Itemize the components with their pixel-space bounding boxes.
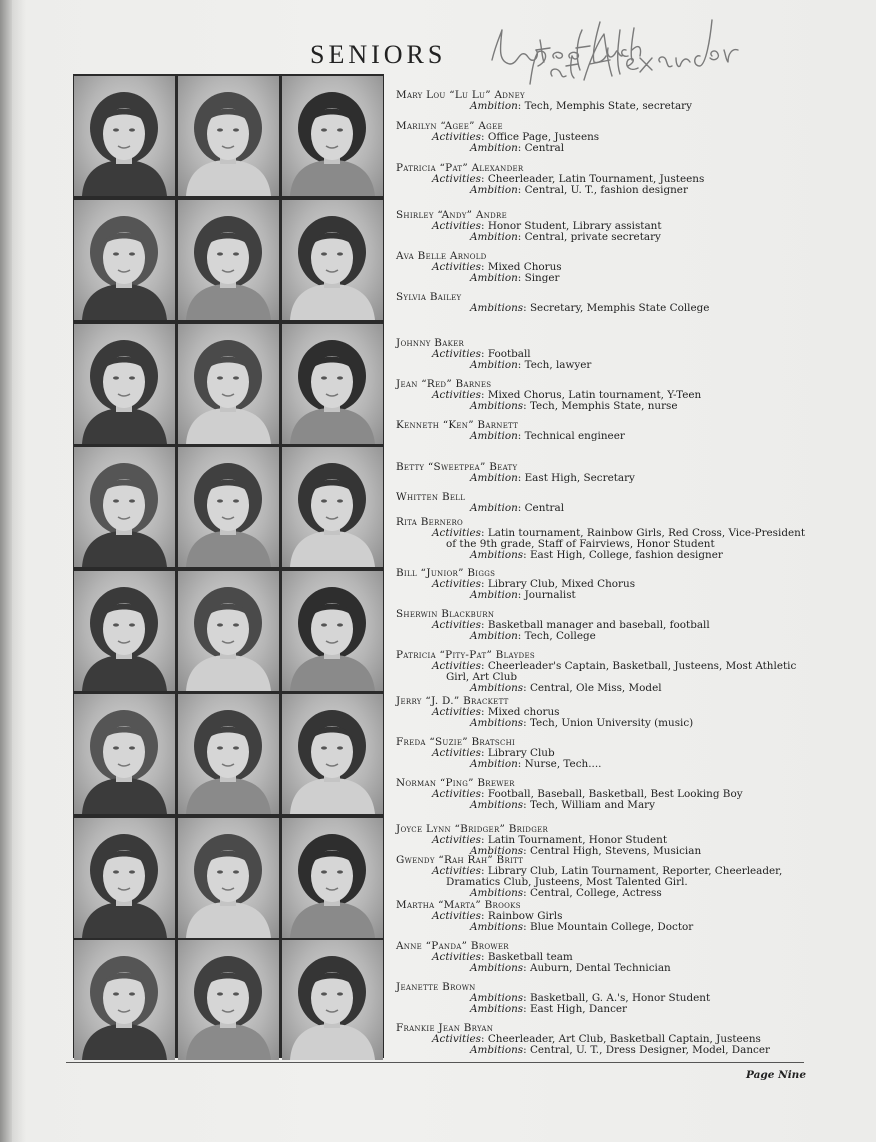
- senior-detail-line: [396, 590, 816, 601]
- student-portrait: [74, 818, 175, 938]
- detail-text: Tech, lawyer: [524, 359, 592, 371]
- portrait-silhouette: [282, 571, 383, 691]
- label-colon: :: [481, 131, 488, 143]
- senior-detail-line: [396, 143, 816, 154]
- label-colon: :: [481, 1033, 488, 1045]
- label-colon: :: [517, 142, 525, 154]
- senior-name: Sylvia Bailey: [396, 291, 462, 303]
- senior-name: Shirley “Andy” Andre: [396, 209, 508, 221]
- label-colon: :: [517, 589, 525, 601]
- label-colon: :: [481, 788, 488, 800]
- detail-text: Cheerleader, Latin Tournament, Justeens: [487, 173, 705, 185]
- label-colon: :: [481, 834, 488, 846]
- label-colon: :: [517, 359, 525, 371]
- student-portrait: [74, 200, 175, 320]
- label-colon: :: [523, 887, 530, 899]
- senior-entry: [396, 900, 816, 933]
- detail-label: Ambitions: [470, 921, 524, 933]
- senior-entry: [396, 338, 816, 371]
- label-colon: :: [481, 348, 488, 360]
- detail-label: Ambition: [470, 184, 518, 196]
- portrait-silhouette: [282, 76, 383, 196]
- portrait-silhouette: [282, 324, 383, 444]
- senior-name: Ava Belle Arnold: [396, 250, 487, 262]
- label-colon: :: [481, 660, 488, 672]
- senior-detail-line: [396, 185, 816, 196]
- label-colon: :: [481, 951, 488, 963]
- portrait-silhouette: [178, 447, 279, 567]
- detail-label: Activities: [432, 527, 481, 539]
- label-colon: :: [523, 1044, 530, 1056]
- detail-text: Tech, William and Mary: [529, 799, 655, 811]
- detail-text: Singer: [524, 272, 560, 284]
- senior-name: Jerry “J. D.” Brackett: [396, 695, 509, 707]
- senior-name: Jean “Red” Barnes: [396, 378, 492, 390]
- detail-label: Ambitions: [470, 717, 524, 729]
- senior-detail-line: [396, 550, 816, 561]
- detail-label: Activities: [432, 389, 481, 401]
- senior-name: Patricia “Pat” Alexander: [396, 162, 524, 174]
- student-portrait: [282, 324, 383, 444]
- senior-detail-line: [396, 360, 816, 371]
- detail-text: Blue Mountain College, Doctor: [529, 921, 694, 933]
- senior-detail-line: [396, 262, 816, 273]
- detail-text: Basketball, G. A.'s, Honor Student: [529, 992, 711, 1004]
- label-colon: :: [481, 865, 488, 877]
- senior-entry: [396, 420, 816, 442]
- detail-label: Ambition: [470, 589, 518, 601]
- label-colon: :: [517, 502, 525, 514]
- portrait-silhouette: [178, 818, 279, 938]
- senior-detail-line: [396, 683, 816, 694]
- student-portrait: [282, 694, 383, 814]
- label-colon: :: [523, 1003, 530, 1015]
- portrait-grid: [73, 74, 384, 1058]
- detail-text: Technical engineer: [524, 430, 625, 442]
- senior-detail-line: [396, 800, 816, 811]
- detail-text: Football: [487, 348, 531, 360]
- detail-label: Ambitions: [470, 887, 524, 899]
- senior-name: Anne “Panda” Brower: [396, 940, 509, 952]
- detail-text: Basketball manager and baseball, football: [487, 619, 710, 631]
- detail-text: Central, U. T., Dress Designer, Model, Dancer: [529, 1044, 770, 1056]
- portrait-silhouette: [74, 324, 175, 444]
- senior-detail-line: [396, 431, 816, 442]
- detail-text: Central, College, Actress: [529, 887, 662, 899]
- portrait-silhouette: [282, 818, 383, 938]
- detail-label: Activities: [432, 910, 481, 922]
- senior-name: Kenneth “Ken” Barnett: [396, 419, 519, 431]
- detail-label: Ambition: [470, 231, 518, 243]
- label-colon: :: [523, 962, 530, 974]
- label-colon: :: [523, 921, 530, 933]
- detail-label: Ambition: [470, 142, 518, 154]
- student-portrait: [282, 200, 383, 320]
- portrait-silhouette: [282, 694, 383, 814]
- student-portrait: [178, 200, 279, 320]
- student-portrait: [74, 447, 175, 567]
- senior-detail-line: Girl, Art Club: [446, 671, 518, 683]
- senior-name: Norman “Ping” Brewer: [396, 777, 515, 789]
- student-portrait: [178, 447, 279, 567]
- senior-name: Bill “Junior” Biggs: [396, 567, 496, 579]
- portrait-silhouette: [74, 571, 175, 691]
- detail-text: Football, Baseball, Basketball, Best Looking Boy: [487, 788, 743, 800]
- student-portrait: [178, 694, 279, 814]
- detail-label: Activities: [432, 348, 481, 360]
- label-colon: :: [523, 302, 530, 314]
- detail-label: Ambition: [470, 502, 518, 514]
- portrait-silhouette: [74, 200, 175, 320]
- senior-entry: [396, 379, 816, 412]
- detail-text: Auburn, Dental Technician: [529, 962, 671, 974]
- senior-name: Rita Bernero: [396, 516, 464, 528]
- detail-label: Activities: [432, 578, 481, 590]
- senior-detail-line: [396, 401, 816, 412]
- detail-text: Central High, Stevens, Musician: [529, 845, 702, 857]
- senior-detail-line: [396, 132, 816, 143]
- student-portrait: [178, 818, 279, 938]
- senior-entry: [396, 210, 816, 243]
- senior-detail-line: [396, 101, 816, 112]
- detail-label: Ambition: [470, 359, 518, 371]
- handwritten-signature: [480, 0, 780, 90]
- label-colon: :: [523, 549, 530, 561]
- detail-label: Ambition: [470, 630, 518, 642]
- senior-entry: [396, 121, 816, 154]
- detail-label: Ambitions: [470, 682, 524, 694]
- student-portrait: [282, 818, 383, 938]
- student-portrait: [282, 447, 383, 567]
- detail-label: Ambition: [470, 430, 518, 442]
- senior-entry: [396, 492, 816, 514]
- senior-name: Sherwin Blackburn: [396, 608, 495, 620]
- senior-entry: [396, 982, 816, 1015]
- student-portrait: [178, 76, 279, 196]
- detail-text: Tech, Union University (music): [529, 717, 694, 729]
- detail-text: Mixed chorus: [487, 706, 560, 718]
- senior-detail-line: [396, 503, 816, 514]
- detail-label: Ambitions: [470, 1003, 524, 1015]
- senior-name: Frankie Jean Bryan: [396, 1022, 494, 1034]
- detail-text: East High, College, fashion designer: [529, 549, 723, 561]
- detail-label: Ambition: [470, 472, 518, 484]
- detail-label: Ambitions: [470, 845, 524, 857]
- detail-label: Activities: [432, 951, 481, 963]
- detail-label: Ambitions: [470, 549, 524, 561]
- label-colon: :: [481, 747, 488, 759]
- detail-text: Office Page, Justeens: [487, 131, 600, 143]
- portrait-silhouette: [74, 940, 175, 1060]
- page-number: Page Nine: [746, 1069, 806, 1081]
- senior-name: Betty “Sweetpea” Beaty: [396, 461, 518, 473]
- label-colon: :: [481, 619, 488, 631]
- senior-name: Johnny Baker: [396, 337, 465, 349]
- senior-detail-line: [396, 232, 816, 243]
- label-colon: :: [481, 389, 488, 401]
- senior-name: Freda “Suzie” Bratschi: [396, 736, 516, 748]
- footer-rule: [66, 1062, 804, 1063]
- senior-detail-line: [396, 273, 816, 284]
- detail-label: Activities: [432, 131, 481, 143]
- detail-label: Activities: [432, 619, 481, 631]
- detail-text: Cheerleader, Art Club, Basketball Captain, Justeens: [487, 1033, 761, 1045]
- detail-label: Ambitions: [470, 1044, 524, 1056]
- detail-text: Library Club, Latin Tournament, Reporter, Cheerleader,: [487, 865, 783, 877]
- senior-detail-line: [396, 631, 816, 642]
- detail-text: Central: [524, 502, 565, 514]
- detail-text: Mixed Chorus, Latin tournament, Y-Teen: [487, 389, 702, 401]
- detail-label: Activities: [432, 747, 481, 759]
- page-binding-edge: [0, 0, 12, 1142]
- senior-name: Whitten Bell: [396, 491, 466, 503]
- label-colon: :: [481, 220, 488, 232]
- detail-label: Activities: [432, 660, 481, 672]
- student-portrait: [178, 571, 279, 691]
- senior-name: Mary Lou “Lu Lu” Adney: [396, 89, 525, 101]
- student-portrait: [74, 324, 175, 444]
- detail-text: Tech, Memphis State, secretary: [524, 100, 692, 112]
- label-colon: :: [523, 992, 530, 1004]
- detail-text: Tech, College: [524, 630, 596, 642]
- label-colon: :: [481, 910, 488, 922]
- student-portrait: [178, 324, 279, 444]
- detail-text: Central: [524, 142, 565, 154]
- detail-text: Central, U. T., fashion designer: [524, 184, 688, 196]
- detail-text: Mixed Chorus: [487, 261, 562, 273]
- detail-text: Cheerleader's Captain, Basketball, Justeens, Most Athletic: [487, 660, 797, 672]
- senior-detail-line: [396, 303, 816, 314]
- detail-label: Activities: [432, 220, 481, 232]
- detail-label: Activities: [432, 865, 481, 877]
- label-colon: :: [523, 682, 530, 694]
- senior-detail-line: [396, 922, 816, 933]
- senior-entry: [396, 609, 816, 642]
- senior-entry: [396, 517, 816, 561]
- senior-detail-line: [396, 748, 816, 759]
- detail-label: Ambitions: [470, 799, 524, 811]
- senior-entry: [396, 696, 816, 729]
- senior-name: Marilyn “Agee” Agee: [396, 120, 503, 132]
- student-portrait: [74, 940, 175, 1060]
- senior-entry: [396, 650, 816, 694]
- detail-label: Ambition: [470, 100, 518, 112]
- senior-detail-line: Dramatics Club, Justeens, Most Talented Girl.: [446, 876, 688, 888]
- detail-label: Ambitions: [470, 400, 524, 412]
- detail-text: Journalist: [524, 589, 576, 601]
- portrait-silhouette: [178, 76, 279, 196]
- detail-label: Ambition: [470, 272, 518, 284]
- student-portrait: [74, 694, 175, 814]
- senior-detail-line: [396, 718, 816, 729]
- senior-entry: [396, 855, 816, 899]
- detail-label: Activities: [432, 173, 481, 185]
- portrait-silhouette: [282, 200, 383, 320]
- detail-label: Ambitions: [470, 302, 524, 314]
- senior-detail-line: [396, 473, 816, 484]
- student-portrait: [74, 571, 175, 691]
- senior-detail-line: [396, 963, 816, 974]
- detail-text: Central, private secretary: [524, 231, 661, 243]
- label-colon: :: [481, 706, 488, 718]
- detail-text: Library Club, Mixed Chorus: [487, 578, 636, 590]
- label-colon: :: [517, 472, 525, 484]
- detail-text: Basketball team: [487, 951, 573, 963]
- senior-name: Jeanette Brown: [396, 981, 476, 993]
- portrait-silhouette: [178, 940, 279, 1060]
- senior-entry: [396, 824, 816, 857]
- label-colon: :: [517, 231, 525, 243]
- senior-name: Martha “Marta” Brooks: [396, 899, 521, 911]
- label-colon: :: [481, 261, 488, 273]
- senior-entry: [396, 737, 816, 770]
- label-colon: :: [523, 845, 530, 857]
- student-portrait: [282, 76, 383, 196]
- senior-entry: [396, 1023, 816, 1056]
- label-colon: :: [481, 173, 488, 185]
- senior-detail-line: [396, 349, 816, 360]
- senior-name: Patricia “Pity-Pat” Blaydes: [396, 649, 535, 661]
- detail-text: Secretary, Memphis State College: [529, 302, 710, 314]
- portrait-silhouette: [178, 571, 279, 691]
- student-portrait: [282, 571, 383, 691]
- detail-label: Activities: [432, 1033, 481, 1045]
- label-colon: :: [517, 630, 525, 642]
- portrait-silhouette: [74, 818, 175, 938]
- senior-name: Gwendy “Rah Rah” Britt: [396, 854, 524, 866]
- student-portrait: [178, 940, 279, 1060]
- detail-text: Latin Tournament, Honor Student: [487, 834, 667, 846]
- detail-text: Central, Ole Miss, Model: [529, 682, 662, 694]
- detail-label: Ambition: [470, 758, 518, 770]
- portrait-silhouette: [178, 324, 279, 444]
- detail-label: Activities: [432, 788, 481, 800]
- portrait-silhouette: [74, 694, 175, 814]
- detail-label: Ambitions: [470, 992, 524, 1004]
- label-colon: :: [517, 430, 525, 442]
- detail-text: Honor Student, Library assistant: [487, 220, 662, 232]
- senior-entry: [396, 163, 816, 196]
- detail-text: Tech, Memphis State, nurse: [529, 400, 678, 412]
- label-colon: :: [523, 400, 530, 412]
- senior-name: Joyce Lynn “Bridger” Bridger: [396, 823, 549, 835]
- senior-detail-line: of the 9th grade, Staff of Fairviews, Honor Student: [446, 538, 715, 550]
- senior-entry: [396, 292, 816, 314]
- detail-text: Rainbow Girls: [487, 910, 563, 922]
- detail-text: East High, Dancer: [529, 1003, 628, 1015]
- senior-detail-line: [396, 1045, 816, 1056]
- detail-label: Activities: [432, 834, 481, 846]
- portrait-silhouette: [178, 694, 279, 814]
- senior-detail-line: [396, 1004, 816, 1015]
- label-colon: :: [517, 272, 525, 284]
- detail-label: Ambitions: [470, 962, 524, 974]
- label-colon: :: [481, 578, 488, 590]
- senior-detail-line: [396, 759, 816, 770]
- label-colon: :: [517, 100, 525, 112]
- label-colon: :: [481, 527, 488, 539]
- label-colon: :: [523, 717, 530, 729]
- portrait-silhouette: [282, 447, 383, 567]
- detail-text: Library Club: [487, 747, 555, 759]
- detail-text: Latin tournament, Rainbow Girls, Red Cross, Vice-President: [487, 527, 806, 539]
- student-portrait: [74, 76, 175, 196]
- page-title: SENIORS: [310, 40, 447, 69]
- detail-label: Activities: [432, 706, 481, 718]
- senior-detail-line: [396, 579, 816, 590]
- student-portrait: [282, 940, 383, 1060]
- senior-entry: [396, 462, 816, 484]
- senior-entry: [396, 778, 816, 811]
- portrait-silhouette: [178, 200, 279, 320]
- portrait-silhouette: [74, 76, 175, 196]
- detail-label: Activities: [432, 261, 481, 273]
- senior-detail-line: [396, 888, 816, 899]
- senior-entry: [396, 941, 816, 974]
- label-colon: :: [517, 184, 525, 196]
- detail-text: Nurse, Tech....: [524, 758, 602, 770]
- portrait-silhouette: [282, 940, 383, 1060]
- senior-detail-line: [396, 620, 816, 631]
- senior-entry: [396, 568, 816, 601]
- detail-text: East High, Secretary: [524, 472, 635, 484]
- label-colon: :: [517, 758, 525, 770]
- senior-entry: [396, 251, 816, 284]
- portrait-silhouette: [74, 447, 175, 567]
- senior-entry: [396, 90, 816, 112]
- label-colon: :: [523, 799, 530, 811]
